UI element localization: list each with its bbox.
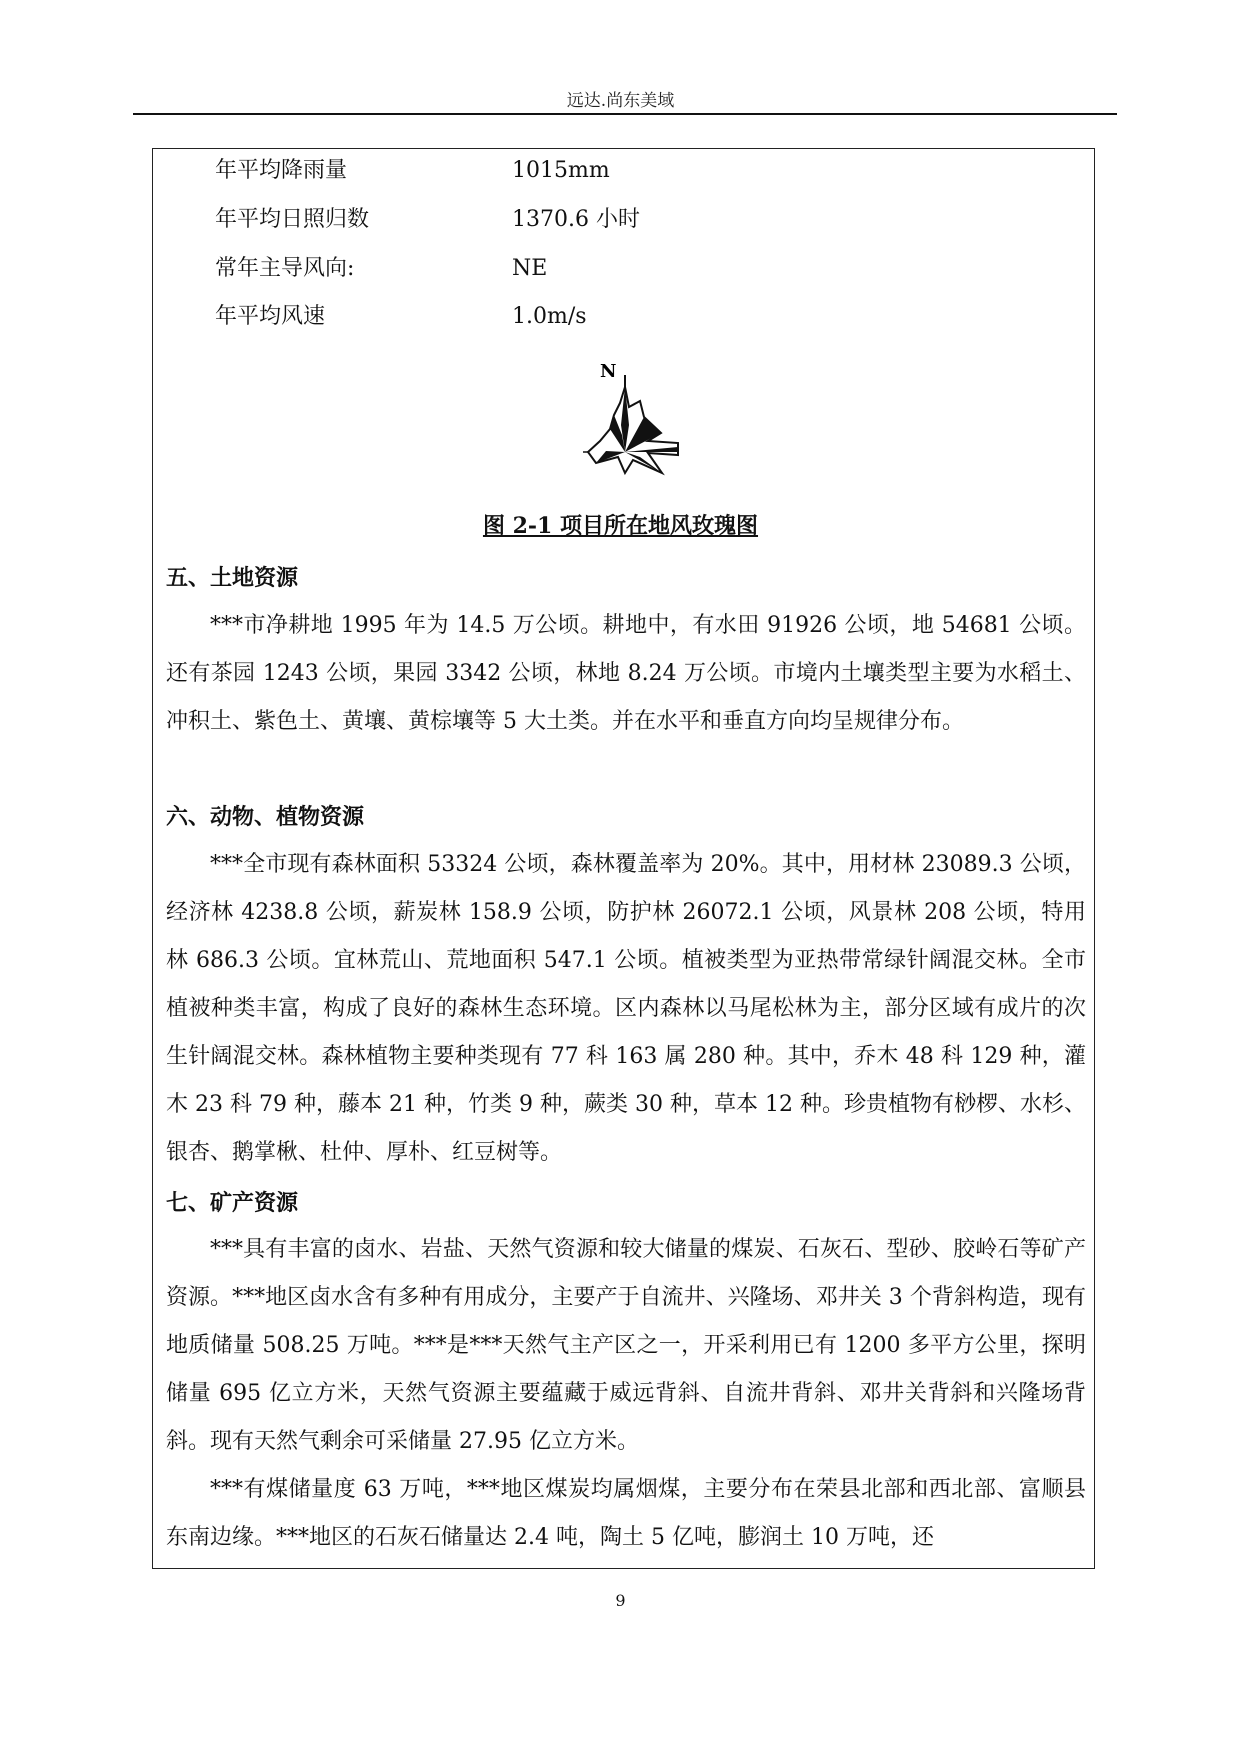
- section-heading-land: 五、土地资源: [166, 565, 299, 591]
- paragraph-minerals-2: ***有煤储量度 63 万吨，***地区煤炭均属烟煤，主要分布在荣县北部和西北部、富顺县东南边缘。***地区的石灰石储量达 2.4 吨，陶土 5 亿吨，膨润土 10 万吨，还: [166, 1477, 1086, 1550]
- document-header-title: 远达.尚东美域: [566, 91, 675, 111]
- climate-label-wind-direction: 常年主导风向:: [215, 256, 355, 281]
- wind-rose-figure: [578, 355, 684, 485]
- paragraph-minerals-1: ***具有丰富的卤水、岩盐、天然气资源和较大储量的煤炭、石灰石、型砂、胶岭石等矿产资源。***地区卤水含有多种有用成分，主要产于自流井、兴隆场、邓井关 3 个背斜构造，现有地质储量 508.25 万吨。***是***天然气主产区之一，开采利用已有 1200 多平方公里，探明储量 695 亿立方米，天然气资源主要蕴藏于威远背斜、自流井背斜、邓井关背斜和兴隆场背斜。现有天然气剩余可采储量 27.95 亿立方米。: [166, 1237, 1086, 1454]
- header-rule: [133, 113, 1117, 115]
- climate-label-wind-speed: 年平均风速: [215, 304, 326, 329]
- climate-value-wind-direction: NE: [512, 256, 548, 281]
- section-heading-minerals: 七、矿产资源: [166, 1190, 299, 1216]
- page-number: 9: [615, 1591, 626, 1610]
- paragraph-flora: ***全市现有森林面积 53324 公顷，森林覆盖率为 20%。其中，用材林 23089.3 公顷，经济林 4238.8 公顷，薪炭林 158.9 公顷，防护林 26072.1 公顷，风景林 208 公顷，特用林 686.3 公顷。宜林荒山、荒地面积 547.1 公顷。植被类型为亚热带常绿针阔混交林。全市植被种类丰富，构成了良好的森林生态环境。区内森林以马尾松林为主，部分区域有成片的次生针阔混交林。森林植物主要种类现有 77 科 163 属 280 种。其中，乔木 48 科 129 种，灌木 23 科 79 种，藤本 21 种，竹类 9 种，蕨类 30 种，草本 12 种。珍贵植物有桫椤、水杉、银杏、鹅掌楸、杜仲、厚朴、红豆树等。: [166, 852, 1086, 1165]
- climate-value-wind-speed: 1.0m/s: [512, 304, 587, 329]
- paragraph-land: ***市净耕地 1995 年为 14.5 万公顷。耕地中，有水田 91926 公顷，地 54681 公顷。还有茶园 1243 公顷，果园 3342 公顷，林地 8.24 万公顷。市境内土壤类型主要为水稻土、冲积土、紫色土、黄壤、黄棕壤等 5 大土类。并在水平和垂直方向均呈规律分布。: [166, 613, 1086, 734]
- section-heading-flora: 六、动物、植物资源: [166, 804, 365, 830]
- climate-value-rainfall: 1015mm: [512, 158, 610, 183]
- climate-label-sunshine: 年平均日照归数: [215, 207, 370, 232]
- figure-caption: 图 2-1 项目所在地风玫瑰图: [482, 513, 759, 539]
- climate-label-rainfall: 年平均降雨量: [215, 158, 348, 183]
- north-label: N: [600, 361, 617, 382]
- climate-value-sunshine: 1370.6 小时: [512, 207, 640, 232]
